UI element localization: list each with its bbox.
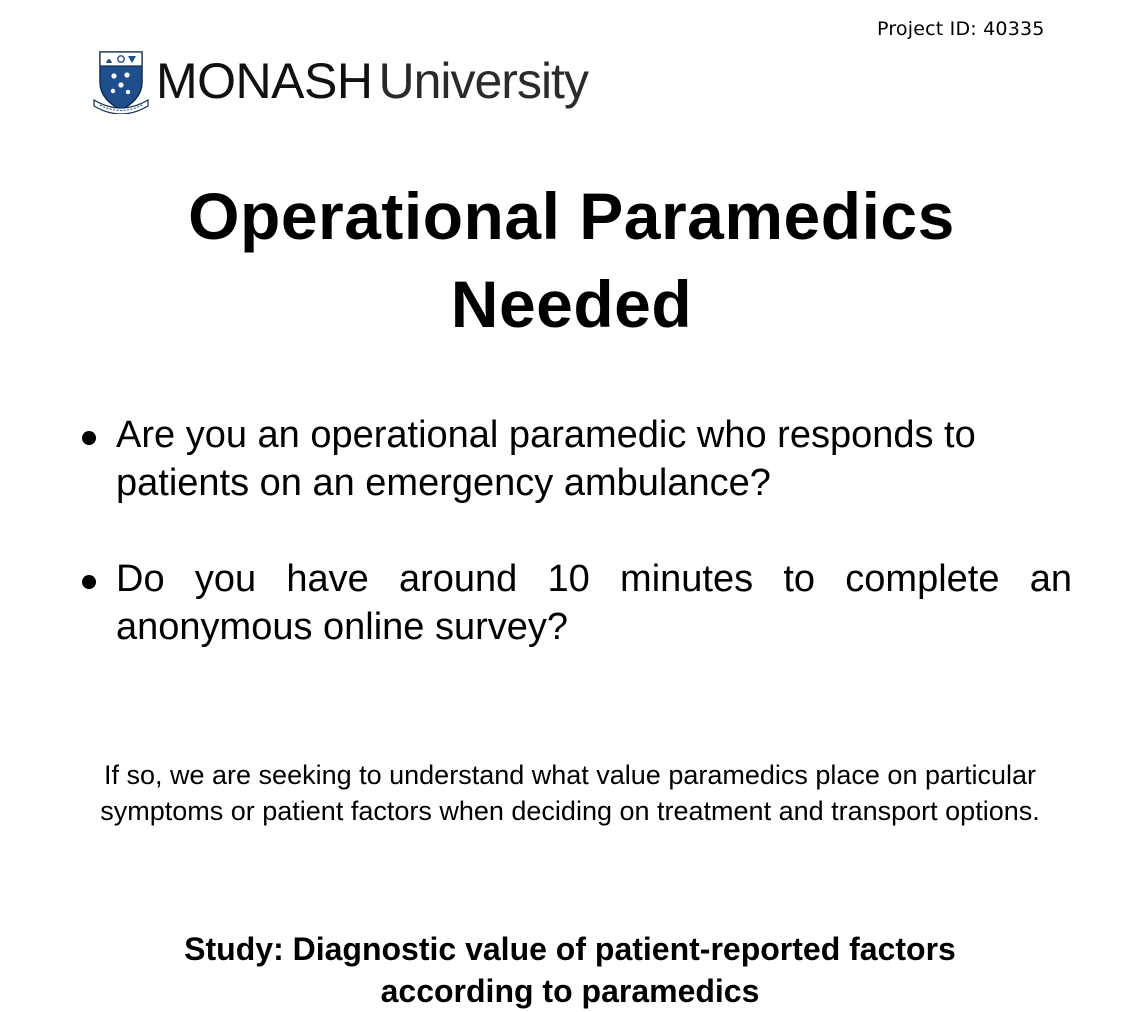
bullet-dot-icon	[82, 431, 96, 445]
brand-strong: MONASH	[156, 53, 373, 109]
title-line-1: Operational Paramedics	[188, 179, 955, 253]
bullet-text: Are you an operational paramedic who responds to patients on an emergency ambulance?	[116, 414, 976, 504]
university-wordmark	[156, 53, 588, 109]
list-item	[78, 411, 1072, 507]
bullet-text: Do you have around 10 minutes to complete an anonymous online survey?	[116, 558, 1072, 648]
bullet-list	[78, 411, 1072, 699]
list-item	[78, 555, 1072, 651]
study-line-1: Study: Diagnostic value of patient-reported factors	[184, 931, 956, 967]
university-crest-icon	[92, 48, 150, 114]
university-logo	[92, 48, 588, 114]
title-line-2: Needed	[450, 267, 693, 341]
project-id: Project ID: 40335	[877, 18, 1045, 40]
study-title	[60, 928, 1080, 1012]
study-line-2: according to paramedics	[380, 973, 760, 1009]
description-paragraph: If so, we are seeking to understand what value paramedics place on particular symptoms or patient factors when deciding on treatment and transport options.	[100, 760, 1040, 826]
brand-light: University	[378, 53, 588, 109]
bullet-dot-icon	[82, 575, 96, 589]
page-title	[0, 172, 1123, 348]
